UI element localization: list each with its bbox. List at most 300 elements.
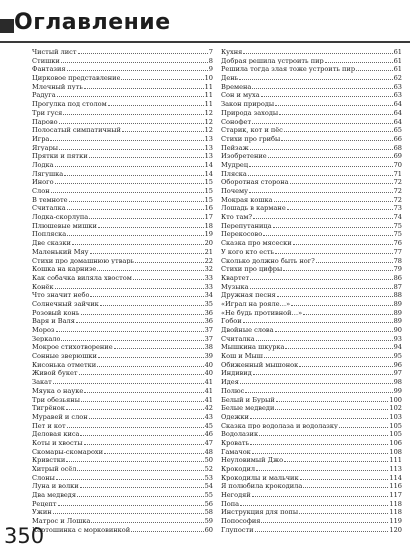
- toc-entry-title: Закон природы: [221, 100, 275, 108]
- toc-entry: [32, 299, 213, 308]
- toc-entry: [221, 447, 402, 456]
- toc-entry: [221, 221, 402, 230]
- toc-dot-leader: [261, 516, 388, 523]
- toc-entry-page: 37: [204, 326, 213, 334]
- toc-entry-title: Картошинка с морковинкой: [32, 525, 131, 534]
- toc-dot-leader: [56, 325, 204, 332]
- toc-entry: [221, 90, 402, 99]
- toc-dot-leader: [275, 325, 393, 332]
- toc-entry: [32, 99, 213, 108]
- toc-dot-leader: [291, 299, 392, 306]
- toc-entry: [221, 256, 402, 265]
- toc-dot-leader: [59, 143, 204, 150]
- toc-entry-page: 117: [389, 491, 402, 499]
- toc-entry: [32, 308, 213, 317]
- toc-entry-title: Лошадь в кармане: [221, 204, 286, 213]
- toc-entry-page: 118: [389, 499, 402, 508]
- toc-dot-leader: [252, 82, 392, 89]
- toc-entry-page: 99: [393, 386, 402, 395]
- toc-entry: [32, 73, 213, 82]
- toc-entry: [221, 308, 402, 317]
- toc-entry-title: Пейзаж: [221, 143, 249, 152]
- toc-entry-title: Считалка: [32, 204, 66, 213]
- toc-entry: [221, 525, 402, 534]
- toc-entry-page: 11: [204, 82, 213, 91]
- toc-entry-title: Негодяй: [221, 491, 251, 499]
- toc-entry: [32, 481, 213, 490]
- toc-entry: [221, 334, 402, 343]
- toc-dot-leader: [55, 177, 204, 184]
- toc-entry-title: Попа: [221, 499, 240, 508]
- toc-entry: [32, 90, 213, 99]
- toc-entry-title: Водолазик: [221, 430, 259, 438]
- toc-entry-page: 65: [393, 126, 402, 134]
- toc-entry-title: Иного: [32, 178, 54, 186]
- toc-entry-title: Прятки и пятки: [32, 152, 88, 160]
- toc-entry-title: Времена: [221, 82, 252, 91]
- toc-entry-page: 105: [389, 430, 402, 438]
- toc-entry-page: 59: [204, 517, 213, 525]
- toc-entry-page: 70: [393, 160, 402, 169]
- toc-entry: [221, 386, 402, 395]
- toc-entry-page: 35: [204, 299, 213, 308]
- toc-entry: [32, 117, 213, 126]
- toc-dot-leader: [243, 47, 392, 54]
- toc-entry-page: 40: [204, 360, 213, 369]
- toc-dot-leader: [240, 377, 393, 384]
- toc-entry-page: 13: [204, 143, 213, 152]
- toc-entry: [32, 368, 213, 377]
- toc-entry-title: Перекосово: [221, 230, 263, 239]
- toc-dot-leader: [249, 160, 393, 167]
- toc-entry-page: 88: [393, 291, 402, 299]
- toc-entry: [32, 316, 213, 325]
- toc-entry: [32, 421, 213, 430]
- toc-entry-title: Варя и Валя: [32, 317, 75, 325]
- toc-entry-title: Перепутаница: [221, 221, 272, 230]
- toc-entry: [32, 221, 213, 230]
- toc-dot-leader: [84, 82, 204, 89]
- toc-entry: [221, 455, 402, 464]
- toc-entry-page: 46: [204, 430, 213, 438]
- toc-dot-leader: [89, 212, 203, 219]
- toc-entry-page: 118: [389, 508, 402, 517]
- toc-entry-title: Луна и волки: [32, 482, 79, 491]
- toc-dot-leader: [281, 134, 392, 141]
- page-title: Оглавление: [14, 10, 171, 35]
- toc-dot-leader: [253, 212, 393, 219]
- toc-dot-leader: [273, 221, 393, 228]
- toc-dot-leader: [72, 238, 204, 245]
- toc-entry-title: Мороз: [32, 326, 55, 334]
- toc-entry-title: Матрос и Лошка: [32, 517, 91, 525]
- toc-entry-title: Почему: [221, 187, 248, 195]
- toc-entry-title: Три гуся: [32, 108, 63, 117]
- toc-entry-title: Сказка про мясески: [221, 239, 292, 247]
- toc-dot-leader: [256, 334, 393, 341]
- toc-dot-leader: [67, 229, 203, 236]
- toc-entry-page: 41: [204, 386, 213, 395]
- toc-entry-page: 63: [393, 82, 402, 91]
- toc-entry: [221, 438, 402, 447]
- toc-entry-title: Плюшевые мишки: [32, 221, 97, 230]
- toc-entry-title: Стихи про цифры: [221, 265, 283, 273]
- toc-entry: [32, 238, 213, 247]
- toc-entry: [32, 360, 213, 369]
- toc-entry-title: Кисонька отметки: [32, 360, 97, 369]
- toc-dot-leader: [64, 169, 203, 176]
- toc-dot-leader: [133, 273, 204, 280]
- toc-entry-page: 58: [204, 508, 213, 517]
- toc-entry-title: Два медведя: [32, 491, 77, 499]
- toc-dot-leader: [90, 290, 203, 297]
- toc-entry: [221, 117, 402, 126]
- toc-entry-page: 36: [204, 317, 213, 325]
- toc-dot-leader: [250, 438, 388, 445]
- toc-dot-leader: [264, 351, 393, 358]
- toc-entry-page: 45: [204, 421, 213, 430]
- toc-entry: [221, 360, 402, 369]
- toc-dot-leader: [58, 499, 204, 506]
- toc-entry: [221, 490, 402, 499]
- toc-entry: [221, 421, 402, 430]
- toc-entry-title: Радуга: [32, 91, 56, 100]
- toc-entry: [221, 264, 402, 273]
- page-number: 350: [4, 524, 45, 548]
- toc-entry-page: 77: [393, 247, 402, 256]
- toc-dot-leader: [303, 481, 388, 488]
- toc-entry-title: Кровать: [221, 438, 250, 447]
- toc-dot-leader: [51, 186, 204, 193]
- toc-entry: [32, 247, 213, 256]
- toc-entry-title: Мяука о науке: [32, 386, 84, 395]
- toc-entry: [221, 316, 402, 325]
- toc-dot-leader: [78, 47, 208, 54]
- toc-dot-leader: [274, 195, 393, 202]
- toc-entry: [221, 516, 402, 525]
- toc-entry-page: 108: [389, 447, 402, 456]
- toc-entry: [32, 473, 213, 482]
- toc-dot-leader: [239, 73, 392, 80]
- header: [0, 8, 410, 42]
- toc-entry: [221, 177, 402, 186]
- toc-entry: [32, 125, 213, 134]
- toc-entry-page: 40: [204, 369, 213, 378]
- toc-entry-title: Млечный путь: [32, 82, 83, 91]
- toc-entry-title: Кошка на карнизе: [32, 265, 97, 273]
- toc-entry-page: 90: [393, 326, 402, 334]
- toc-entry-title: Обиженный мышонок: [221, 360, 299, 369]
- toc-entry-page: 56: [204, 499, 213, 508]
- toc-entry-title: Я полюбила крокодила: [221, 482, 303, 491]
- toc-entry: [32, 47, 213, 56]
- toc-dot-leader: [55, 160, 204, 167]
- toc-entry: [32, 256, 213, 265]
- toc-entry: [32, 490, 213, 499]
- toc-entry-title: Сказка про водолаза и водолазку: [221, 421, 338, 430]
- toc-entry: [221, 412, 402, 421]
- toc-entry-title: Старик, кот и пёс: [221, 126, 283, 134]
- toc-entry: [221, 342, 402, 351]
- toc-entry: [221, 203, 402, 212]
- toc-column-right: [221, 47, 402, 534]
- toc-entry-title: Цирковое представление: [32, 74, 121, 82]
- toc-entry-page: 62: [393, 74, 402, 82]
- toc-entry-page: 54: [204, 482, 213, 491]
- toc-entry-title: Парово: [32, 117, 58, 126]
- toc-dot-leader: [252, 490, 389, 497]
- toc-entry-title: Квартет: [221, 273, 250, 282]
- toc-dot-leader: [67, 421, 204, 428]
- toc-entry-title: Двойные слова: [221, 326, 274, 334]
- toc-dot-leader: [91, 516, 203, 523]
- toc-entry: [221, 169, 402, 178]
- toc-entry-page: 72: [393, 178, 402, 186]
- toc-dot-leader: [98, 351, 204, 358]
- toc-entry: [221, 273, 402, 282]
- toc-entry: [221, 238, 402, 247]
- toc-entry-page: 33: [204, 273, 213, 282]
- toc-entry-page: 9: [208, 65, 213, 74]
- toc-entry: [32, 290, 213, 299]
- toc-entry-page: 17: [204, 213, 213, 221]
- toc-entry-title: Решила тогда злая тоже устроить пир: [221, 65, 356, 74]
- toc-entry-page: 8: [208, 56, 213, 65]
- toc-entry: [32, 282, 213, 291]
- toc-entry-title: Ягуары: [32, 143, 59, 152]
- toc-dot-leader: [299, 360, 392, 367]
- toc-entry-title: Лодка: [32, 160, 54, 169]
- toc-entry: [32, 351, 213, 360]
- toc-dot-leader: [249, 186, 393, 193]
- toc-entry-page: 100: [389, 395, 402, 404]
- toc-entry: [221, 47, 402, 56]
- toc-entry-page: 69: [393, 152, 402, 160]
- toc-dot-leader: [250, 412, 388, 419]
- toc-dot-leader: [287, 203, 393, 210]
- toc-entry-page: 106: [389, 438, 402, 447]
- toc-entry-title: Считалка: [221, 334, 255, 343]
- toc-entry-title: В темноте: [32, 195, 68, 204]
- toc-dot-leader: [53, 507, 204, 514]
- toc-dot-leader: [81, 308, 204, 315]
- toc-entry-title: Мудрец: [221, 160, 249, 169]
- toc-entry-page: 60: [204, 525, 213, 534]
- toc-entry-page: 20: [204, 239, 213, 247]
- toc-dot-leader: [284, 455, 388, 462]
- toc-entry: [221, 82, 402, 91]
- toc-entry-page: 105: [389, 421, 402, 430]
- toc-entry-page: 21: [204, 247, 213, 256]
- toc-dot-leader: [356, 64, 393, 71]
- toc-dot-leader: [84, 386, 203, 393]
- toc-dot-leader: [283, 264, 392, 271]
- toc-entry: [32, 499, 213, 508]
- toc-entry-title: Стихи про домашнюю утварь: [32, 256, 135, 265]
- toc-dot-leader: [275, 403, 388, 410]
- toc-dot-leader: [300, 473, 389, 480]
- toc-entry-title: День: [221, 74, 239, 82]
- toc-dot-leader: [131, 525, 203, 532]
- toc-entry-page: 79: [393, 265, 402, 273]
- toc-dot-leader: [284, 125, 393, 132]
- toc-dot-leader: [135, 256, 203, 263]
- toc-entry-page: 48: [204, 447, 213, 456]
- toc-entry-title: Ужин: [32, 508, 52, 517]
- toc-entry: [32, 412, 213, 421]
- toc-entry: [221, 212, 402, 221]
- toc-entry-title: Сон и муха: [221, 91, 260, 100]
- toc-entry-title: Деловая киса: [32, 430, 80, 438]
- toc-dot-leader: [275, 247, 392, 254]
- toc-entry-page: 95: [393, 352, 402, 360]
- toc-entry-page: 61: [393, 48, 402, 56]
- toc-entry-page: 102: [389, 404, 402, 412]
- toc-entry: [221, 377, 402, 386]
- toc-entry-page: 120: [389, 525, 402, 534]
- toc-dot-leader: [80, 481, 204, 488]
- toc-entry: [32, 273, 213, 282]
- toc-entry-page: 97: [393, 369, 402, 378]
- toc-entry-page: 61: [393, 56, 402, 65]
- toc-dot-leader: [108, 99, 204, 106]
- toc-entry: [221, 247, 402, 256]
- toc-entry: [221, 282, 402, 291]
- toc-entry-page: 116: [389, 482, 402, 491]
- toc-dot-leader: [277, 290, 393, 297]
- toc-entry: [221, 351, 402, 360]
- toc-entry-page: 19: [204, 230, 213, 239]
- toc-entry-title: Лодка-скорлупа: [32, 213, 89, 221]
- toc-entry-page: 10: [204, 74, 213, 82]
- toc-entry-page: 75: [393, 230, 402, 239]
- toc-entry-title: «Не будь противной…»: [221, 308, 303, 317]
- toc-entry: [32, 395, 213, 404]
- table-of-contents: [32, 47, 402, 534]
- toc-dot-leader: [299, 507, 388, 514]
- toc-entry-page: 41: [204, 395, 213, 404]
- toc-entry-title: Стишки: [32, 56, 60, 65]
- toc-entry-title: Игра: [32, 134, 50, 143]
- toc-dot-leader: [89, 151, 204, 158]
- toc-dot-leader: [97, 360, 204, 367]
- toc-entry-title: Мокрое стихотворение: [32, 343, 113, 352]
- toc-dot-leader: [339, 421, 389, 428]
- toc-entry-title: Крокодил: [221, 465, 256, 473]
- toc-dot-leader: [121, 73, 203, 80]
- toc-entry-page: 64: [393, 117, 402, 126]
- toc-entry-page: 119: [389, 517, 402, 525]
- toc-dot-leader: [80, 429, 203, 436]
- toc-entry-title: Кривстки: [32, 456, 66, 464]
- toc-entry-page: 12: [204, 117, 213, 126]
- toc-entry-page: 12: [204, 108, 213, 117]
- toc-dot-leader: [303, 308, 393, 315]
- toc-entry-page: 71: [393, 169, 402, 178]
- toc-entry-title: Гобои: [221, 317, 242, 325]
- toc-dot-leader: [66, 455, 203, 462]
- toc-dot-leader: [252, 447, 389, 454]
- toc-dot-leader: [104, 447, 204, 454]
- toc-dot-leader: [250, 282, 393, 289]
- toc-entry-title: Закат: [32, 378, 52, 386]
- toc-entry-page: 75: [393, 221, 402, 230]
- toc-dot-leader: [79, 368, 204, 375]
- toc-entry-title: Маленький Мяу: [32, 247, 89, 256]
- toc-entry: [32, 377, 213, 386]
- toc-dot-leader: [76, 316, 204, 323]
- toc-entry-page: 15: [204, 187, 213, 195]
- toc-dot-leader: [56, 473, 204, 480]
- toc-dot-leader: [55, 282, 204, 289]
- toc-entry-page: 89: [393, 308, 402, 317]
- toc-entry-page: 15: [204, 178, 213, 186]
- toc-entry-title: Добрая решила устроить пир: [221, 56, 324, 65]
- toc-entry-title: Идея: [221, 378, 239, 386]
- toc-entry-page: 74: [393, 213, 402, 221]
- toc-entry: [32, 169, 213, 178]
- toc-entry: [221, 464, 402, 473]
- toc-entry: [32, 186, 213, 195]
- toc-entry-page: 55: [204, 491, 213, 499]
- toc-entry-page: 13: [204, 134, 213, 143]
- toc-entry-title: Кто там?: [221, 213, 253, 221]
- toc-entry: [221, 56, 402, 65]
- toc-entry-title: Пет и кот: [32, 421, 66, 430]
- toc-dot-leader: [84, 438, 204, 445]
- toc-dot-leader: [325, 56, 393, 63]
- toc-entry-page: 22: [204, 256, 213, 265]
- toc-entry-page: 47: [204, 438, 213, 447]
- toc-dot-leader: [252, 117, 393, 124]
- toc-entry: [221, 481, 402, 490]
- toc-entry-title: Музыка: [221, 282, 249, 291]
- toc-entry: [32, 507, 213, 516]
- toc-entry-page: 39: [204, 352, 213, 360]
- toc-entry-title: Хитрый осёл: [32, 465, 77, 473]
- toc-entry: [221, 473, 402, 482]
- toc-entry-page: 76: [393, 239, 402, 247]
- toc-dot-leader: [69, 195, 204, 202]
- title-decoration: [0, 19, 14, 33]
- toc-dot-leader: [316, 256, 393, 263]
- toc-entry-title: Глупости: [221, 525, 254, 534]
- title-underline: [0, 41, 410, 43]
- toc-entry-page: 63: [393, 91, 402, 100]
- toc-entry: [221, 108, 402, 117]
- toc-entry-title: Живой букет: [32, 369, 78, 378]
- toc-dot-leader: [290, 177, 393, 184]
- toc-entry-page: 73: [393, 204, 402, 213]
- toc-entry-page: 18: [204, 221, 213, 230]
- toc-entry: [32, 64, 213, 73]
- toc-dot-leader: [57, 90, 204, 97]
- toc-entry: [32, 325, 213, 334]
- toc-entry-title: Изобретение: [221, 152, 267, 160]
- toc-dot-leader: [89, 412, 204, 419]
- toc-entry-title: Белый и Бурый: [221, 395, 275, 404]
- toc-entry-page: 64: [393, 100, 402, 108]
- toc-entry-title: Муравей и слон: [32, 412, 88, 421]
- toc-entry: [221, 368, 402, 377]
- toc-entry-title: Рецепт: [32, 499, 57, 508]
- toc-dot-leader: [66, 403, 204, 410]
- toc-entry: [32, 429, 213, 438]
- toc-dot-leader: [255, 525, 389, 532]
- toc-entry-title: Попляска: [32, 230, 67, 239]
- toc-entry-title: Фантазия: [32, 65, 66, 74]
- toc-dot-leader: [114, 342, 204, 349]
